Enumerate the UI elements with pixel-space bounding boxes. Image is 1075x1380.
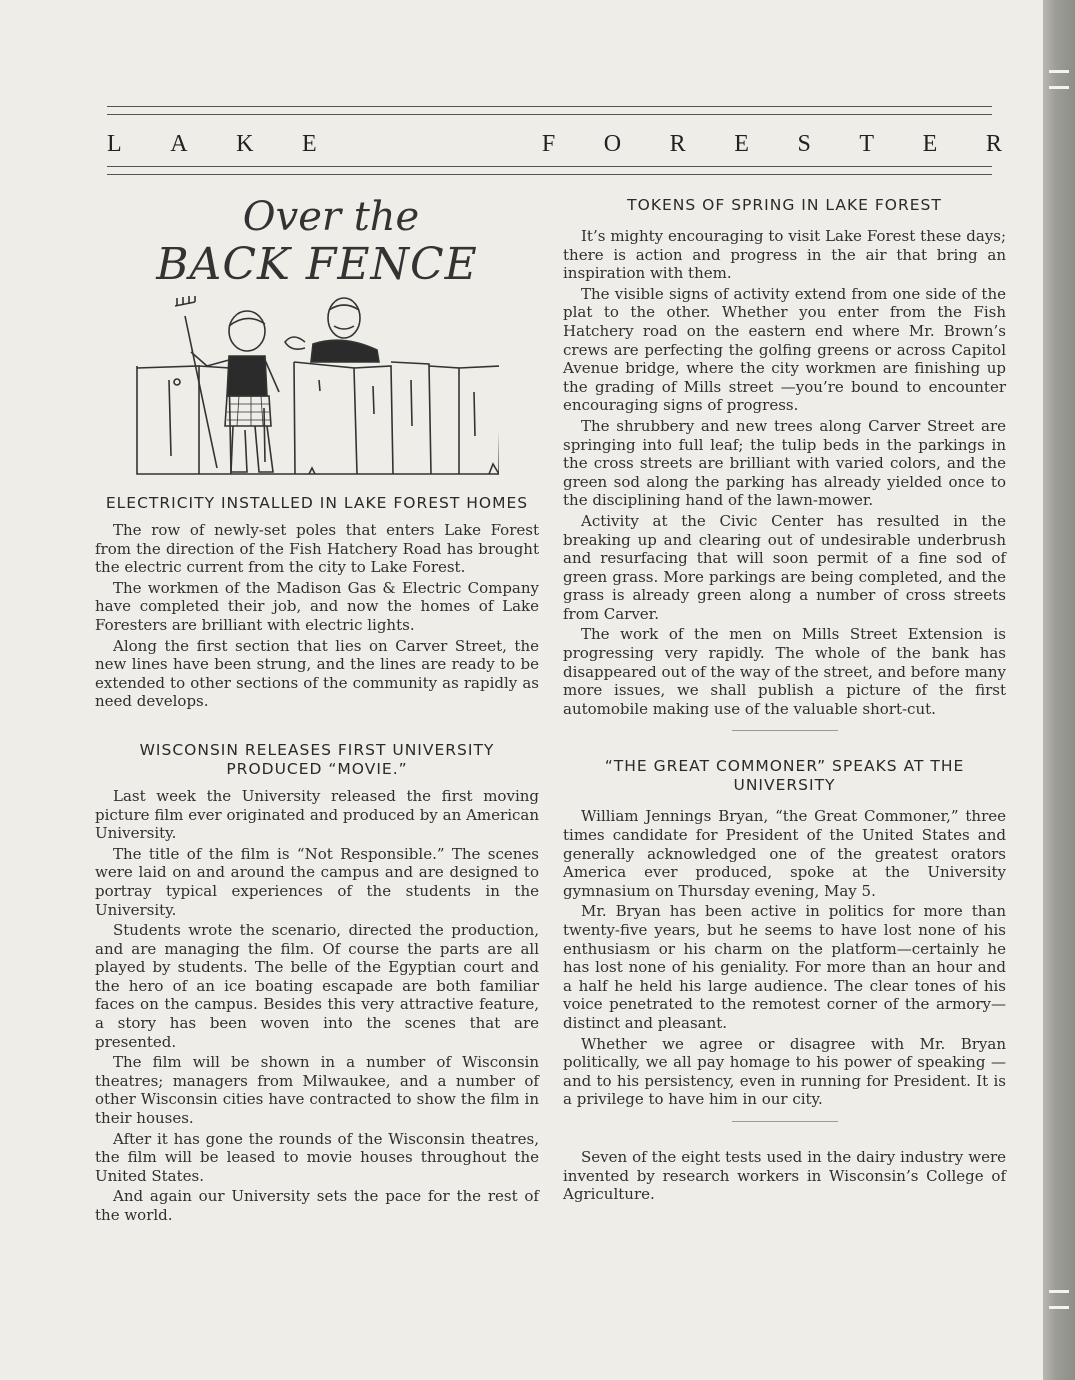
article-paragraph: The title of the film is “Not Responsible.” The scenes were laid on and around the campus and are designed to portray typical experiences of the students in the University. — [95, 844, 539, 919]
article-headline: WISCONSIN RELEASES FIRST UNIVERSITY PRODUCED “MOVIE.” — [139, 740, 495, 778]
article-headline: TOKENS OF SPRING IN LAKE FOREST — [627, 196, 942, 214]
article-university-movie — [95, 741, 539, 1225]
masthead-top-rule — [107, 106, 992, 115]
masthead-letter: F — [541, 130, 558, 157]
article-paragraph: Last week the University released the first moving picture film ever originated and produced by an American University. — [95, 786, 539, 843]
masthead-letter: E — [302, 130, 319, 157]
binding-edge — [1043, 0, 1075, 1380]
masthead-letter: T — [859, 130, 877, 157]
masthead-bottom-rule — [107, 166, 992, 175]
article-paragraph: Activity at the Civic Center has resulted in the breaking up and clearing out of undesirable underbrush and resurfacing that will soon permit of a fine sod of green grass. More parkings are being completed, and the grass is already green along a number of cross streets from Carver. — [563, 511, 1006, 623]
masthead-letter: R — [669, 130, 688, 157]
article-paragraph: The visible signs of activity extend from one side of the plat to the other. Whether you enter from the Fish Hatchery road on the eastern end where Mr. Brown’s crews are perfecting the golfing greens or across Capitol Avenue bridge, where the city workmen are finishing up the grading of Mills street —you’re bound to encounter encouraging signs of progress. — [563, 284, 1006, 415]
article-paragraph: Mr. Bryan has been active in politics for more than twenty-five years, but he seems to have lost none of his enthusiasm or his charm on the platform—certainly he has lost none of his geniality. For more than an hour and a half he held his large audience. The clear tones of his voice penetrated to the remotest corner of the armory—distinct and pleasant. — [563, 902, 1006, 1032]
masthead — [107, 128, 1004, 160]
masthead-letter: O — [603, 130, 624, 157]
article-great-commoner — [563, 757, 1006, 1109]
back-fence-illustration — [129, 296, 499, 492]
article-headline: “THE GREAT COMMONER” SPEAKS AT THE UNIVERSITY — [604, 757, 965, 795]
article-separator — [732, 730, 838, 731]
right-column — [563, 190, 1006, 1206]
article-paragraph: After it has gone the rounds of the Wisconsin theatres, the film will be leased to movie houses throughout the United States. — [95, 1129, 539, 1185]
left-column — [95, 190, 539, 1227]
masthead-letter: K — [236, 130, 256, 157]
article-paragraph: The work of the men on Mills Street Extension is progressing very rapidly. The whole of the bank has disappeared out of the way of the street, and before many more issues, we shall publish a picture of the first automobile making use of the valuable short-cut. — [563, 625, 1006, 718]
article-paragraph: And again our University sets the pace for the rest of the world. — [95, 1187, 539, 1224]
article-separator — [732, 1121, 838, 1122]
article-paragraph: The shrubbery and new trees along Carver Street are springing into full leaf; the tulip beds in the parkings in the cross streets are brilliant with varied colors, and the green sod along the parking has already yielded once to the disciplining hand of the lawn-mower. — [563, 416, 1006, 510]
article-paragraph: The workmen of the Madison Gas & Electric Company have completed their job, and now the homes of Lake Foresters are brilliant with electric lights. — [95, 578, 539, 634]
feature-title-line1: Over the — [242, 194, 420, 240]
feature-title-line2: BACK FENCE — [156, 239, 478, 290]
article-electricity — [95, 494, 539, 711]
article-tokens-of-spring — [563, 196, 1006, 718]
masthead-letter: R — [985, 130, 1004, 157]
article-headline: ELECTRICITY INSTALLED IN LAKE FOREST HOMES — [105, 494, 529, 512]
masthead-letter: S — [797, 130, 813, 157]
article-paragraph: The row of newly-set poles that enters Lake Forest from the direction of the Fish Hatchery Road has brought the electric current from the city to Lake Forest. — [95, 521, 539, 577]
masthead-letter: E — [922, 130, 940, 157]
article-paragraph: Students wrote the scenario, directed the production, and are managing the film. Of course the parts are all played by students. The belle of the Egyptian court and the hero of an ice boating escapade are both familiar faces on the campus. Besides this very attractive feature, a story has been woven into the scenes that are presented. — [95, 921, 539, 1051]
masthead-letter: A — [170, 130, 190, 157]
article-paragraph: It’s mighty encouraging to visit Lake Forest these days; there is action and progress in the air that bring an inspiration with them. — [563, 227, 1006, 283]
masthead-letter: E — [734, 130, 751, 157]
article-paragraph: Whether we agree or disagree with Mr. Bryan politically, we all pay homage to his power of speaking —and to his persistency, even in running for President. It is a privilege to have him in our city. — [563, 1034, 1006, 1109]
article-paragraph: William Jennings Bryan, “the Great Commoner,” three times candidate for President of the United States and generally acknowledged one of the greatest orators America ever produced, spoke at the University gymnasium on Thursday evening, May 5. — [563, 807, 1006, 900]
masthead-letter: L — [107, 130, 124, 157]
article-paragraph: The film will be shown in a number of Wisconsin theatres; managers from Milwaukee, and a number of other Wisconsin cities have contracted to show the film in their houses. — [95, 1053, 539, 1128]
article-dairy-tests — [563, 1148, 1006, 1204]
article-paragraph: Along the first section that lies on Carver Street, the new lines have been strung, and the lines are ready to be extended to other sections of the community as rapidly as need develops. — [95, 636, 539, 711]
article-paragraph: Seven of the eight tests used in the dairy industry were invented by research workers in Wisconsin’s College of Agriculture. — [563, 1147, 1006, 1204]
